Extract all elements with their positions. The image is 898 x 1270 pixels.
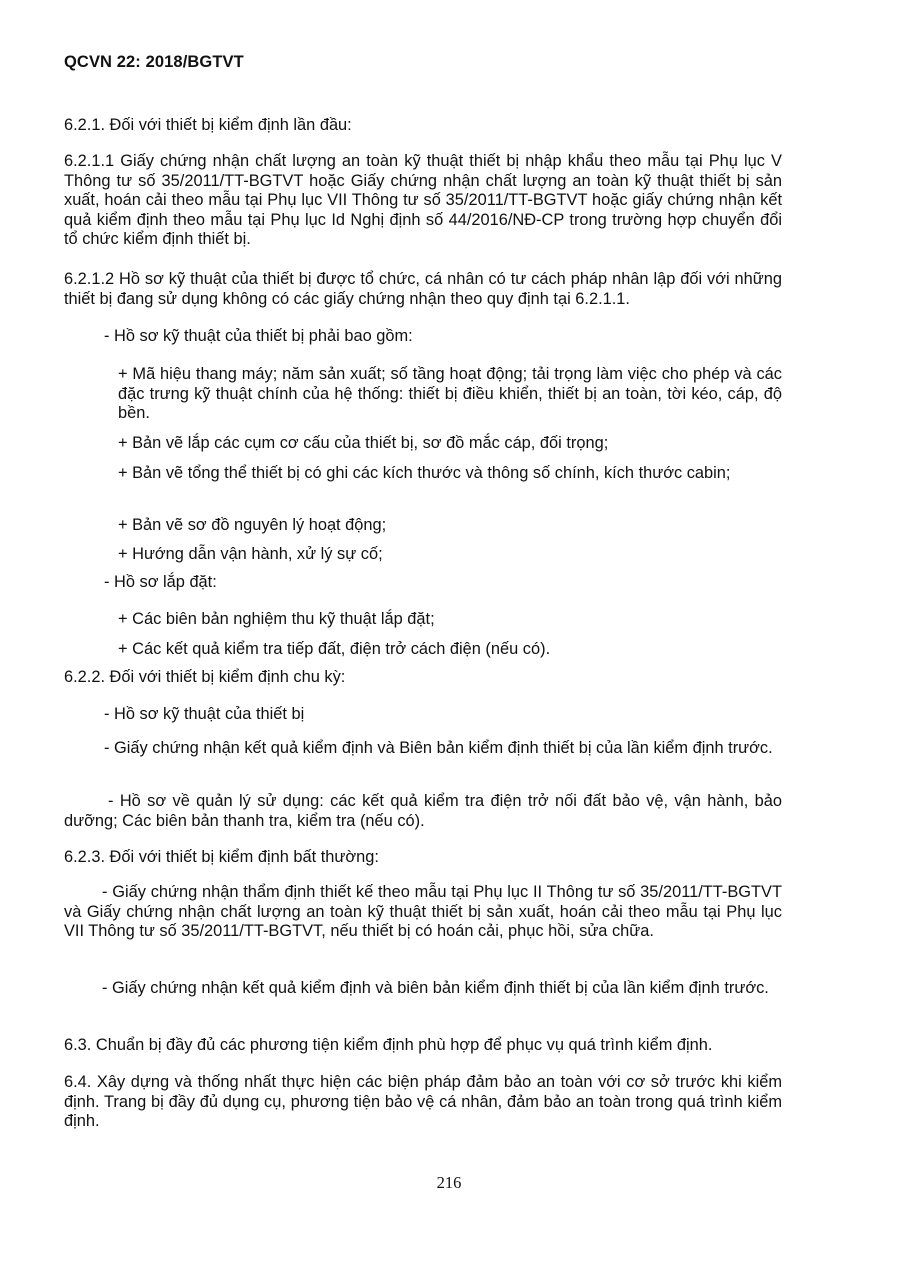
dossier-item-operation-guide: + Hướng dẫn vận hành, xử lý sự cố;: [118, 545, 383, 563]
installation-item-acceptance: + Các biên bản nghiệm thu kỹ thuật lắp đặt;: [118, 610, 435, 628]
periodic-item-usage-records: - Hồ sơ về quản lý sử dụng: các kết quả kiểm tra điện trở nối đất bảo vệ, vận hành, bảo dưỡng; Các biên bản thanh tra, kiểm tra (nếu có).: [64, 792, 782, 830]
clause-6-4: 6.4. Xây dựng và thống nhất thực hiện các biện pháp đảm bảo an toàn với cơ sở trước khi kiểm định. Trang bị đầy đủ dụng cụ, phương tiện bảo vệ cá nhân, đảm bảo an toàn trong quá trình kiểm định.: [64, 1073, 782, 1131]
periodic-item-technical-dossier: - Hồ sơ kỹ thuật của thiết bị: [104, 705, 305, 723]
section-6-2-1-heading: 6.2.1. Đối với thiết bị kiểm định lần đầu:: [64, 116, 352, 134]
irregular-item-design-certificate: - Giấy chứng nhận thẩm định thiết kế theo mẫu tại Phụ lục II Thông tư số 35/2011/TT-BGTVT và Giấy chứng nhận chất lượng an toàn kỹ thuật thiết bị sản xuất, hoán cải theo mẫu tại Phụ lục VII Thông tư số 35/2011/TT-BGTVT, nếu thiết bị có hoán cải, phục hồi, sửa chữa.: [64, 883, 782, 941]
clause-6-2-1-1: 6.2.1.1 Giấy chứng nhận chất lượng an toàn kỹ thuật thiết bị nhập khẩu theo mẫu tại Phụ lục V Thông tư số 35/2011/TT-BGTVT hoặc Giấy chứng nhận chất lượng an toàn kỹ thuật thiết bị sản xuất, hoán cải theo mẫu tại Phụ lục VII Thông tư số 35/2011/TT-BGTVT hoặc giấy chứng nhận kết quả kiểm định theo mẫu tại Phụ lục Id Nghị định số 44/2016/NĐ-CP trong trường hợp chuyển đổi tổ chức kiểm định thiết bị.: [64, 152, 782, 249]
dossier-item-general-drawing: + Bản vẽ tổng thể thiết bị có ghi các kích thước và thông số chính, kích thước cabin;: [118, 464, 731, 482]
section-6-2-3-heading: 6.2.3. Đối với thiết bị kiểm định bất thường:: [64, 848, 379, 866]
dossier-item-elevator-specs: + Mã hiệu thang máy; năm sản xuất; số tầng hoạt động; tải trọng làm việc cho phép và các đặc trưng kỹ thuật chính của hệ thống: thiết bị điều khiển, thiết bị an toàn, tời kéo, cáp, độ bền.: [118, 365, 782, 423]
clause-6-3: 6.3. Chuẩn bị đầy đủ các phương tiện kiểm định phù hợp để phục vụ quá trình kiểm định.: [64, 1036, 713, 1054]
irregular-item-previous-certificate: - Giấy chứng nhận kết quả kiểm định và biên bản kiểm định thiết bị của lần kiểm định trước.: [102, 979, 769, 997]
periodic-item-previous-certificate: - Giấy chứng nhận kết quả kiểm định và Biên bản kiểm định thiết bị của lần kiểm định trước.: [104, 739, 773, 757]
dossier-item-assembly-drawings: + Bản vẽ lắp các cụm cơ cấu của thiết bị, sơ đồ mắc cáp, đối trọng;: [118, 434, 609, 452]
section-6-2-2-heading: 6.2.2. Đối với thiết bị kiểm định chu kỳ:: [64, 668, 346, 686]
clause-6-2-1-2: 6.2.1.2 Hồ sơ kỹ thuật của thiết bị được tổ chức, cá nhân có tư cách pháp nhân lập đối với những thiết bị đang sử dụng không có các giấy chứng nhận theo quy định tại 6.2.1.1.: [64, 270, 782, 308]
technical-dossier-intro: - Hồ sơ kỹ thuật của thiết bị phải bao gồm:: [104, 327, 413, 345]
installation-dossier-intro: - Hồ sơ lắp đặt:: [104, 573, 217, 591]
document-code-header: QCVN 22: 2018/BGTVT: [64, 53, 244, 71]
installation-item-grounding-test: + Các kết quả kiểm tra tiếp đất, điện trở cách điện (nếu có).: [118, 640, 551, 658]
page-number: 216: [436, 1173, 462, 1192]
dossier-item-schematic: + Bản vẽ sơ đồ nguyên lý hoạt động;: [118, 516, 387, 534]
